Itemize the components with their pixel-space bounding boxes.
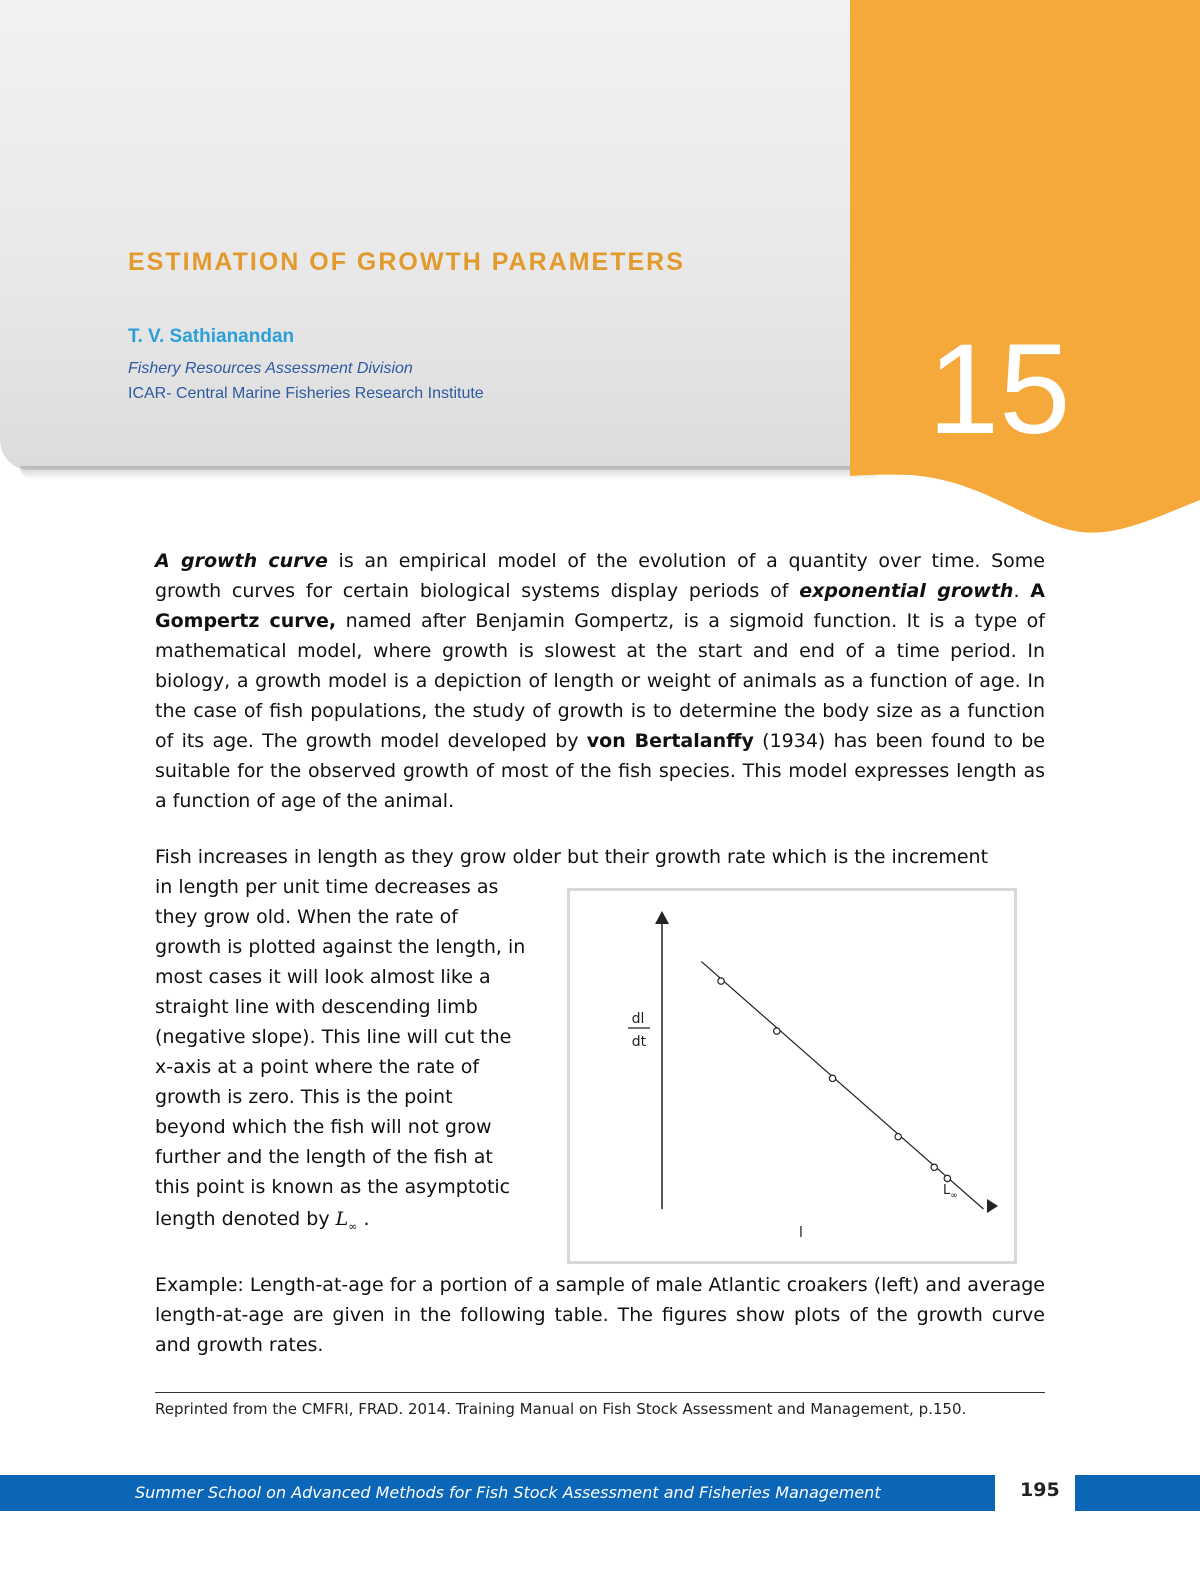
- paragraph-line: in length per unit time decreases as: [155, 876, 499, 898]
- paragraph-line: further and the length of the fish at: [155, 1146, 493, 1168]
- author-institute: ICAR- Central Marine Fisheries Research Institute: [128, 385, 484, 402]
- y-label-numerator: dl: [631, 1011, 645, 1027]
- paragraph-line: most cases it will look almost like a: [155, 966, 491, 988]
- paragraph-line: growth is zero. This is the point: [155, 1086, 453, 1108]
- paragraph-line: growth is plotted against the length, in: [155, 936, 526, 958]
- paragraph-line: (negative slope). This line will cut the: [155, 1026, 512, 1048]
- data-point: [829, 1075, 835, 1081]
- paragraph-line: they grow old. When the rate of: [155, 906, 458, 928]
- data-point: [944, 1175, 950, 1181]
- paragraph-text: named after Benjamin Gompertz, is a sigmoid function. It is a type of mathematical model, where growth is slowest at the start and end of a time period. In biology, a growth model is a depiction of length or weight of animals as a function of age. In the case of fish populations, the study of growth is to determine the body size as a function of its age. The growth model developed by: [155, 610, 1045, 752]
- paragraph-text: (1934) has been found to be suitable for the observed growth of most of the fish species. This model expresses length as a function of age of the animal.: [155, 730, 1045, 812]
- line-label-letter: L: [943, 1183, 951, 1198]
- term-exponential-growth: exponential growth: [799, 580, 1014, 602]
- paragraph-text: length denoted by: [155, 1208, 330, 1230]
- chapter-title: ESTIMATION OF GROWTH PARAMETERS: [128, 248, 685, 276]
- paragraph-growth-rate-first-line: Fish increases in length as they grow older but their growth rate which is the increment: [155, 846, 989, 868]
- paragraph-example: Example: Length-at-age for a portion of a sample of male Atlantic croakers (left) and average length-at-age are given in the following table. The figures show plots of the growth curve and growth rates.: [155, 1274, 1045, 1356]
- paragraph-line: beyond which the fish will not grow: [155, 1116, 492, 1138]
- data-point: [931, 1164, 937, 1170]
- header-shadow: [20, 466, 880, 480]
- line-label-subscript: ∞: [950, 1191, 958, 1201]
- x-label: l: [799, 1225, 803, 1241]
- paragraph-line: this point is known as the asymptotic: [155, 1176, 511, 1198]
- chapter-tab: [850, 0, 1200, 560]
- reprint-note: Reprinted from the CMFRI, FRAD. 2014. Training Manual on Fish Stock Assessment and Management, p.150.: [155, 1400, 967, 1418]
- data-point: [718, 978, 724, 984]
- term-gompertz-curve: A Gompertz curve,: [155, 580, 1045, 632]
- growth-rate-figure: [567, 888, 1017, 1264]
- author-division: Fishery Resources Assessment Division: [128, 360, 413, 377]
- paragraph-text: .: [357, 1208, 370, 1230]
- growth-rate-plot: [570, 891, 1014, 1261]
- data-point: [774, 1028, 780, 1034]
- paragraph-text: is an empirical model of the evolution of a quantity over time. Some growth curves for certain biological systems display periods of: [155, 550, 1045, 602]
- x-axis-arrow: [987, 1199, 998, 1213]
- linf-letter: L: [335, 1208, 349, 1230]
- asymptotic-length-symbol: [335, 1208, 358, 1233]
- regression-line: [701, 962, 983, 1209]
- term-growth-curve: A growth curve: [155, 550, 328, 572]
- page-number: 195: [1020, 1479, 1060, 1501]
- line-label: [943, 1183, 958, 1201]
- plot-data: [701, 962, 983, 1209]
- footer-text: Summer School on Advanced Methods for Fish Stock Assessment and Fisheries Management: [135, 1483, 881, 1502]
- paragraph-line: straight line with descending limb: [155, 996, 478, 1018]
- footnote-rule: [155, 1392, 1045, 1393]
- data-point: [895, 1134, 901, 1140]
- term-von-bertalanffy: von Bertalanffy: [586, 730, 754, 752]
- chapter-number: 15: [928, 318, 1071, 461]
- y-axis-arrow: [655, 911, 669, 924]
- y-label-denominator: dt: [631, 1034, 647, 1050]
- paragraph-line: x-axis at a point where the rate of: [155, 1056, 480, 1078]
- paragraph-growth-curve: [155, 546, 1045, 816]
- footer-bar-right: [1075, 1475, 1200, 1511]
- paragraph-line-last: [155, 1204, 545, 1242]
- linf-subscript: ∞: [348, 1219, 358, 1233]
- paragraph-text: .: [1013, 580, 1031, 602]
- author-name: T. V. Sathianandan: [128, 326, 295, 347]
